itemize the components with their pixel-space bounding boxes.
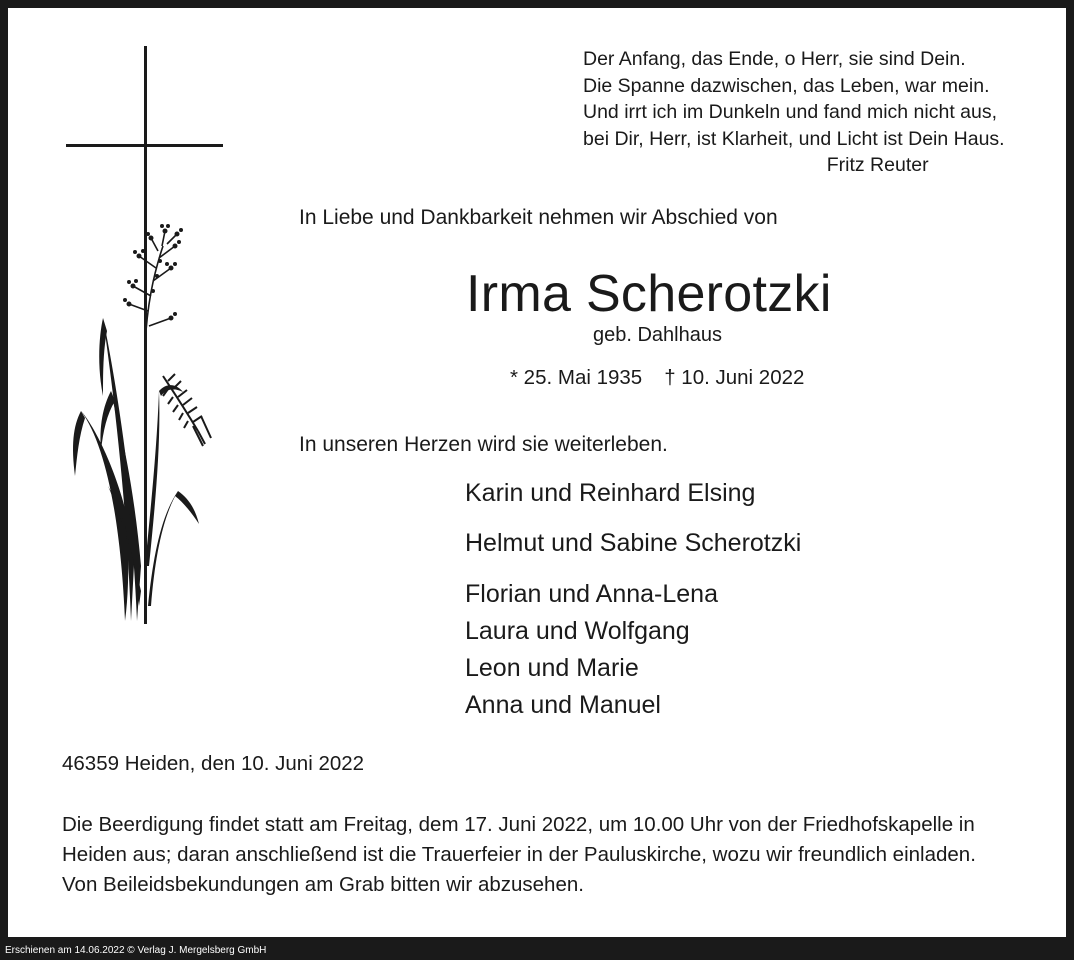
grandchild-couple: Laura und Wolfgang bbox=[465, 617, 690, 645]
cross-with-grass-icon bbox=[63, 46, 223, 636]
funeral-line: Die Beerdigung findet statt am Freitag, dem 17. Juni 2022, um 10.00 Uhr von der Friedhofskapelle in bbox=[62, 813, 975, 836]
obituary-notice bbox=[8, 8, 1066, 937]
funeral-line: Heiden aus; daran anschließend ist die Trauerfeier in der Pauluskirche, wozu wir freundlich einladen. bbox=[62, 843, 976, 866]
grandchild-couple: Leon und Marie bbox=[465, 654, 639, 682]
deceased-name: Irma Scherotzki bbox=[466, 265, 832, 323]
poem bbox=[583, 46, 1005, 179]
life-dates bbox=[510, 366, 804, 390]
mourner-family: Karin und Reinhard Elsing bbox=[465, 479, 756, 507]
mourner-family: Helmut und Sabine Scherotzki bbox=[465, 529, 802, 557]
poem-line: Die Spanne dazwischen, das Leben, war mein. bbox=[583, 74, 990, 97]
maiden-name: geb. Dahlhaus bbox=[593, 324, 722, 346]
poem-line: bei Dir, Herr, ist Klarheit, und Licht ist Dein Haus. bbox=[583, 127, 1005, 150]
remembrance-line: In unseren Herzen wird sie weiterleben. bbox=[299, 433, 668, 456]
poem-line: Und irrt ich im Dunkeln und fand mich nicht aus, bbox=[583, 101, 998, 123]
death-date: † 10. Juni 2022 bbox=[664, 366, 805, 389]
grandchild-couple: Florian und Anna-Lena bbox=[465, 580, 718, 608]
place-and-date: 46359 Heiden, den 10. Juni 2022 bbox=[62, 752, 365, 775]
grandchildren-list bbox=[465, 576, 718, 724]
poem-line: Der Anfang, das Ende, o Herr, sie sind Dein. bbox=[583, 48, 966, 70]
birth-date: * 25. Mai 1935 bbox=[510, 366, 643, 389]
publication-footer: Erschienen am 14.06.2022 © Verlag J. Mergelsberg GmbH bbox=[5, 945, 267, 956]
grandchild-couple: Anna und Manuel bbox=[465, 691, 661, 719]
poem-author: Fritz Reuter bbox=[826, 154, 929, 176]
funeral-details bbox=[62, 810, 976, 900]
funeral-line: Von Beileidsbekundungen am Grab bitten wir abzusehen. bbox=[62, 873, 584, 896]
intro-text: In Liebe und Dankbarkeit nehmen wir Abschied von bbox=[299, 206, 778, 229]
